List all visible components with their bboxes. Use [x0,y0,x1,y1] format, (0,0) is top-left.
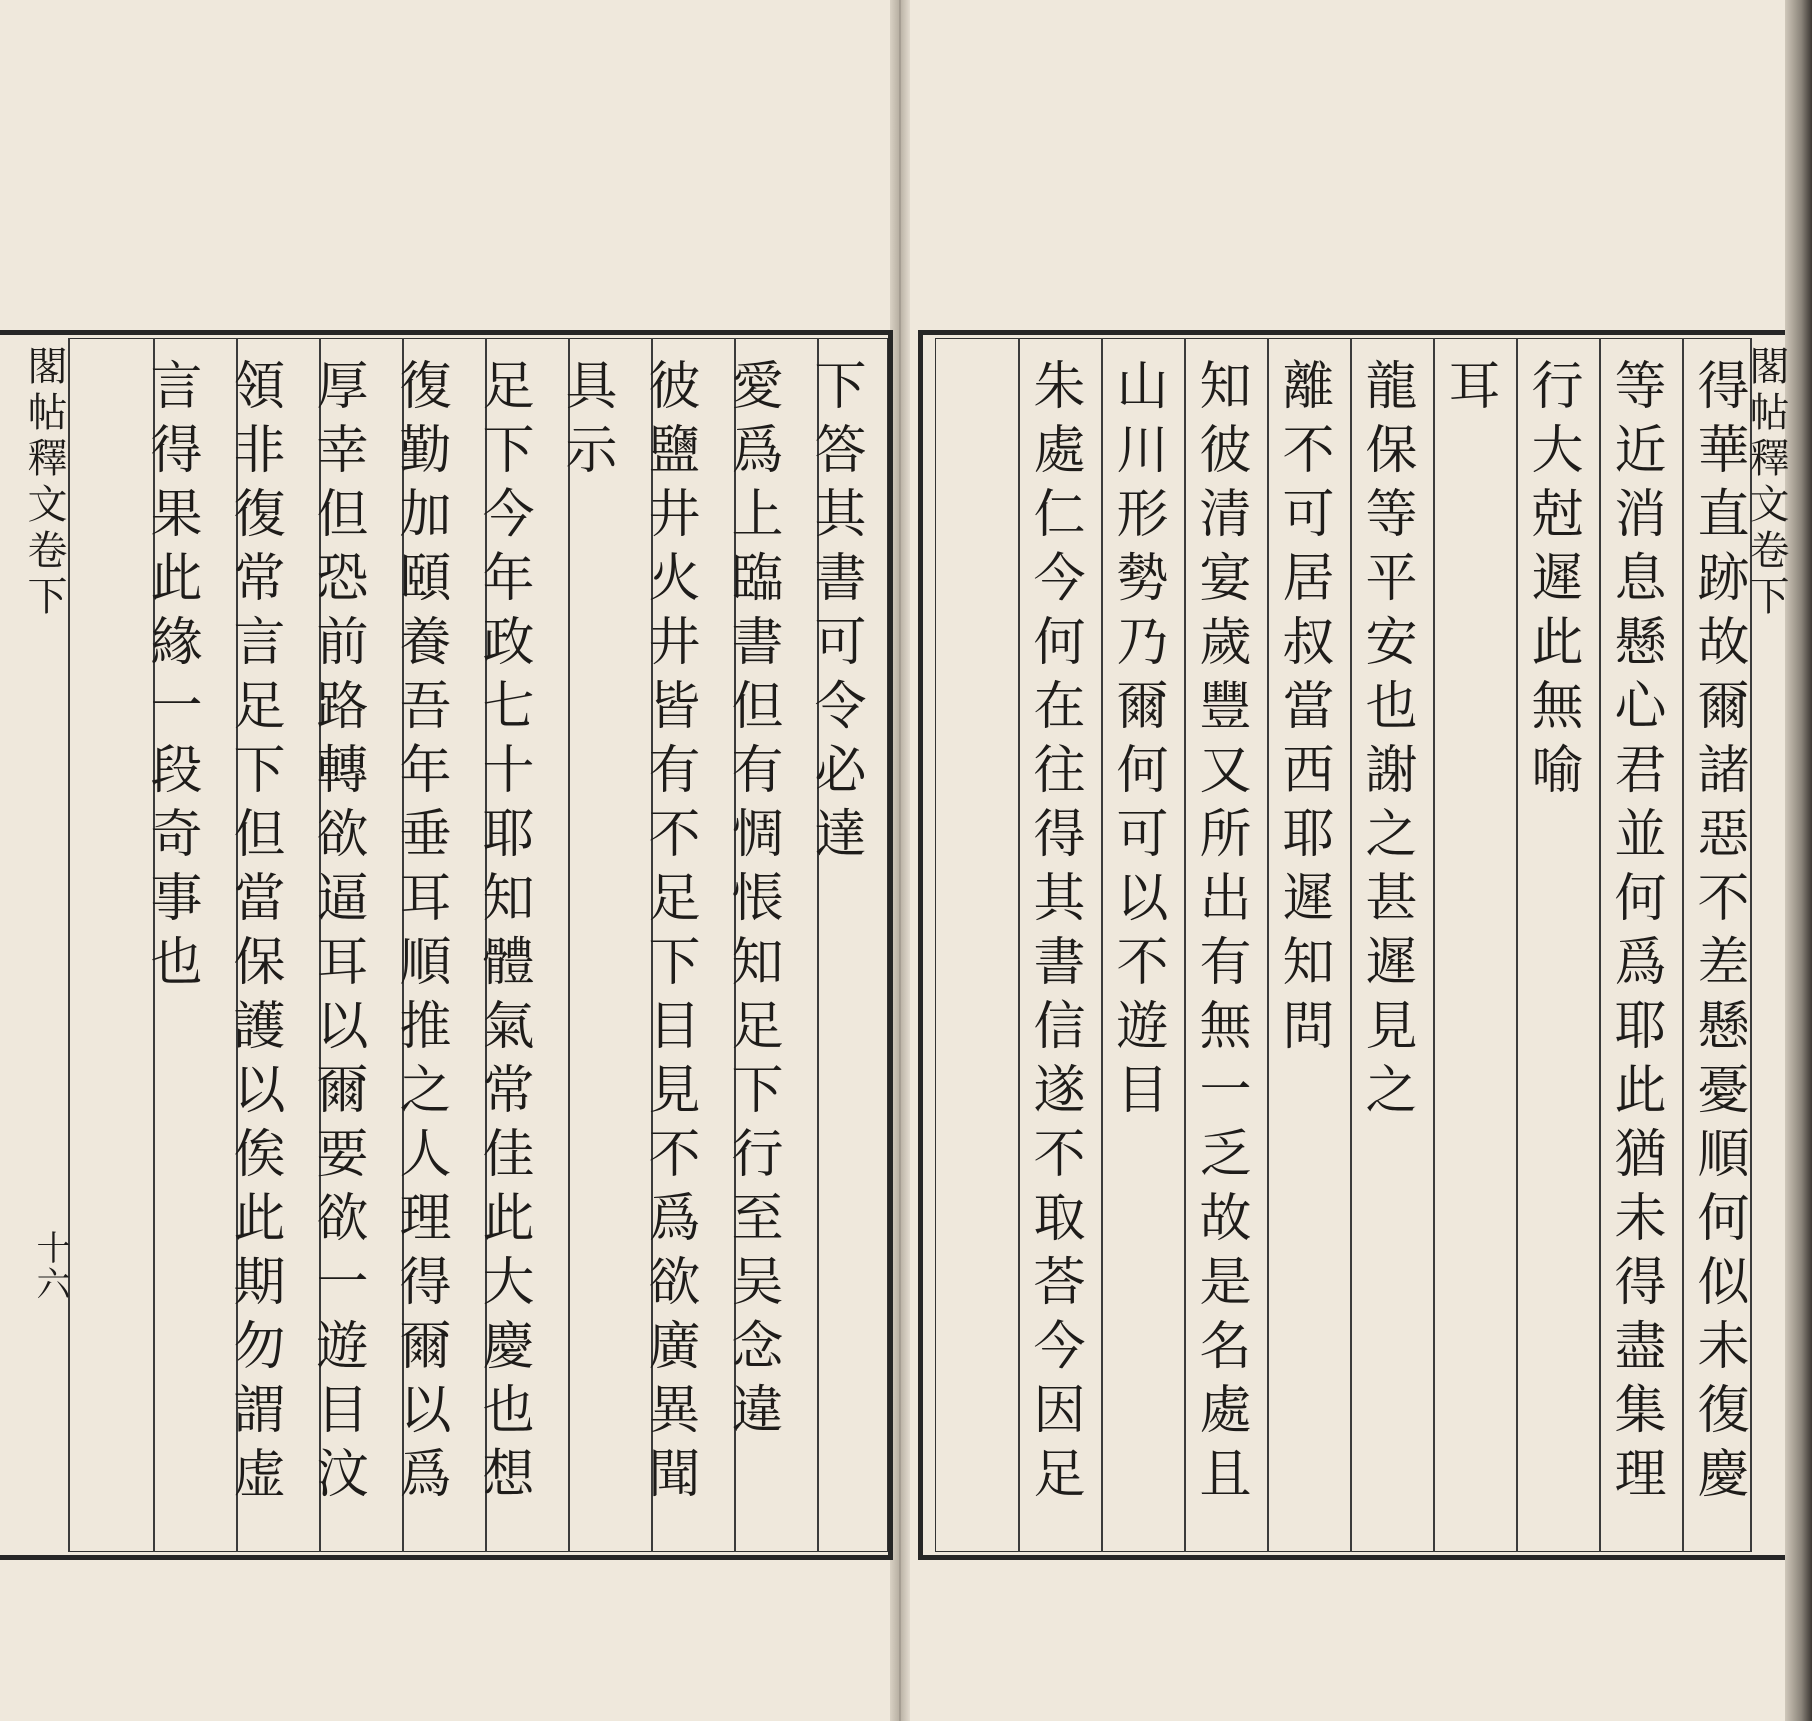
text-column-r5: 龍保等平安也謝之甚遲見之 [1356,358,1416,1126]
text-column-r9: 朱處仁今何在往得其書信遂不取荅今因足 [1024,358,1084,1510]
margin-title-right: 閣帖釋文卷下 [1743,345,1789,621]
text-column-r4: 耳 [1439,358,1499,422]
text-column-r8: 山川形勢乃爾何可以不遊目 [1107,358,1167,1126]
column-rule [1350,338,1352,1552]
text-column-l2: 愛爲上臨書但有惆悵知足下行至吴念違 [722,358,782,1446]
folio-number: 十六 [30,1230,70,1302]
column-rule [1018,338,1020,1552]
column-rule [1101,338,1103,1552]
column-rule [568,338,570,1552]
text-column-l6: 復勤加頤養吾年垂耳順推之人理得爾以爲 [390,358,450,1510]
text-column-r2: 等近消息懸心君並何爲耶此猶未得盡集理 [1605,358,1665,1510]
text-column-r1: 得華直跡故爾諸惡不差懸憂順何似未復慶 [1688,358,1748,1510]
text-column-r6: 離不可居叔當西耶遲知問 [1273,358,1333,1062]
column-rule [1267,338,1269,1552]
margin-title-left: 閣帖釋文卷下 [21,345,67,621]
column-rule [1682,338,1684,1552]
text-column-l7: 厚幸但恐前路轉欲逼耳以爾要欲一遊目汶 [307,358,367,1510]
text-column-r7: 知彼清宴歲豐又所出有無一乏故是名處且 [1190,358,1250,1510]
page-edge-shadow [1785,0,1812,1721]
text-column-l3: 彼鹽井火井皆有不足下目見不爲欲廣異聞 [639,358,699,1510]
text-column-l8: 領非復常言足下但當保護以俟此期勿謂虚 [224,358,284,1510]
text-column-l9: 言得果此緣一段奇事也 [141,358,201,998]
column-rule [1433,338,1435,1552]
text-column-l1: 下答其書可令必達 [805,358,865,870]
text-column-l4: 具示 [556,358,616,486]
column-rule [1599,338,1601,1552]
book-gutter [890,0,910,1721]
column-rule [1516,338,1518,1552]
text-column-l5: 足下今年政七十耶知體氣常佳此大慶也想 [473,358,533,1510]
column-rule [1184,338,1186,1552]
text-column-r3: 行大尅遲此無喻 [1522,358,1582,806]
